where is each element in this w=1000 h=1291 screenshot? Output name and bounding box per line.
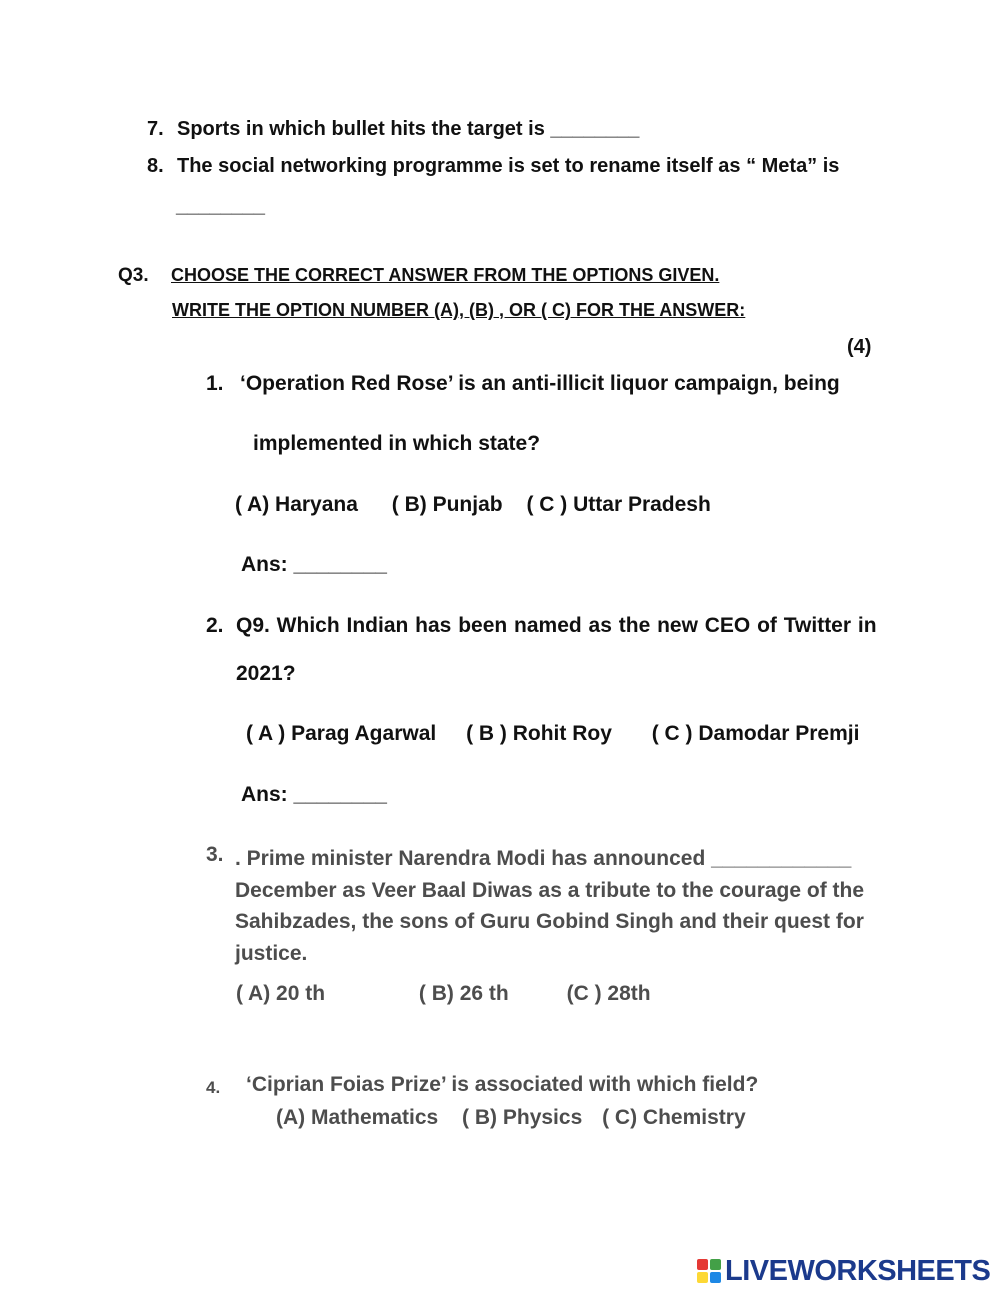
question-1-line2: implemented in which state? xyxy=(253,432,541,455)
question-text: ‘Operation Red Rose’ is an anti-illicit liquor campaign, being xyxy=(240,372,840,395)
answer-label: Ans: xyxy=(241,783,288,806)
logo-square xyxy=(710,1259,721,1270)
question-text: Sports in which bullet hits the target is xyxy=(177,118,545,140)
answer-label: Ans: xyxy=(241,553,288,576)
answer-blank[interactable]: ________ xyxy=(550,118,640,140)
option-b[interactable]: ( B) Physics xyxy=(462,1106,583,1129)
option-b[interactable]: ( B) 26 th xyxy=(418,982,509,1005)
option-b[interactable]: ( B) Punjab xyxy=(391,493,503,516)
question-text: Q9. Which Indian has been named as the new CEO of Twitter in xyxy=(236,614,877,637)
question-text-after: December as Veer Baal Diwas as a tribute to the courage of the Sahibzades, the sons of Guru Gobind Singh and their quest for justice. xyxy=(235,878,865,965)
question-4-number: 4. xyxy=(206,1078,221,1097)
question-3-options xyxy=(236,982,651,1006)
question-7 xyxy=(147,118,639,141)
logo-mark-icon xyxy=(697,1259,721,1283)
question-2-line1 xyxy=(206,614,877,638)
logo-square xyxy=(697,1259,708,1270)
question-4-text: ‘Ciprian Foias Prize’ is associated with which field? xyxy=(246,1073,759,1096)
q3-marks: (4) xyxy=(847,336,872,358)
question-1-options xyxy=(235,493,711,517)
answer-blank[interactable]: ________ xyxy=(293,783,387,806)
question-8 xyxy=(147,155,839,178)
q3-label: Q3. xyxy=(118,265,149,286)
q3-instruction-line2: WRITE THE OPTION NUMBER (A), (B) , OR ( C) FOR THE ANSWER: xyxy=(172,300,746,320)
logo-text: LIVEWORKSHEETS xyxy=(725,1254,991,1287)
question-4-options xyxy=(276,1106,746,1130)
option-a[interactable]: (A) Mathematics xyxy=(276,1106,439,1129)
liveworksheets-logo xyxy=(697,1255,990,1287)
question-text-before: . Prime minister Narendra Modi has announced xyxy=(235,847,706,870)
answer-blank[interactable]: ____________ xyxy=(711,847,852,870)
answer-blank[interactable]: ________ xyxy=(293,553,387,576)
question-2-answer xyxy=(241,783,387,807)
option-b[interactable]: ( B ) Rohit Roy xyxy=(466,722,612,745)
question-1-line1 xyxy=(206,372,840,396)
question-number: 2. xyxy=(206,614,224,637)
option-c[interactable]: ( C ) Damodar Premji xyxy=(651,722,860,745)
question-number: 7. xyxy=(147,118,164,140)
option-a[interactable]: ( A) Haryana xyxy=(235,493,358,516)
option-c[interactable]: ( C) Chemistry xyxy=(602,1106,746,1129)
logo-square xyxy=(710,1272,721,1283)
question-1-answer xyxy=(241,553,387,577)
question-3-number: 3. xyxy=(206,843,224,866)
q3-instruction-line1: CHOOSE THE CORRECT ANSWER FROM THE OPTIONS GIVEN. xyxy=(171,265,720,285)
logo-square xyxy=(697,1272,708,1283)
question-2-options xyxy=(246,722,859,746)
question-2-line2: 2021? xyxy=(236,662,296,685)
question-text: The social networking programme is set to rename itself as “ Meta” is xyxy=(177,155,840,177)
answer-blank[interactable]: ________ xyxy=(176,195,265,217)
option-a[interactable]: ( A ) Parag Agarwal xyxy=(246,722,437,745)
option-c[interactable]: (C ) 28th xyxy=(566,982,651,1005)
option-a[interactable]: ( A) 20 th xyxy=(236,982,326,1005)
question-number: 1. xyxy=(206,372,224,395)
question-number: 8. xyxy=(147,155,164,177)
question-3-text xyxy=(235,843,885,969)
option-c[interactable]: ( C ) Uttar Pradesh xyxy=(526,493,711,516)
